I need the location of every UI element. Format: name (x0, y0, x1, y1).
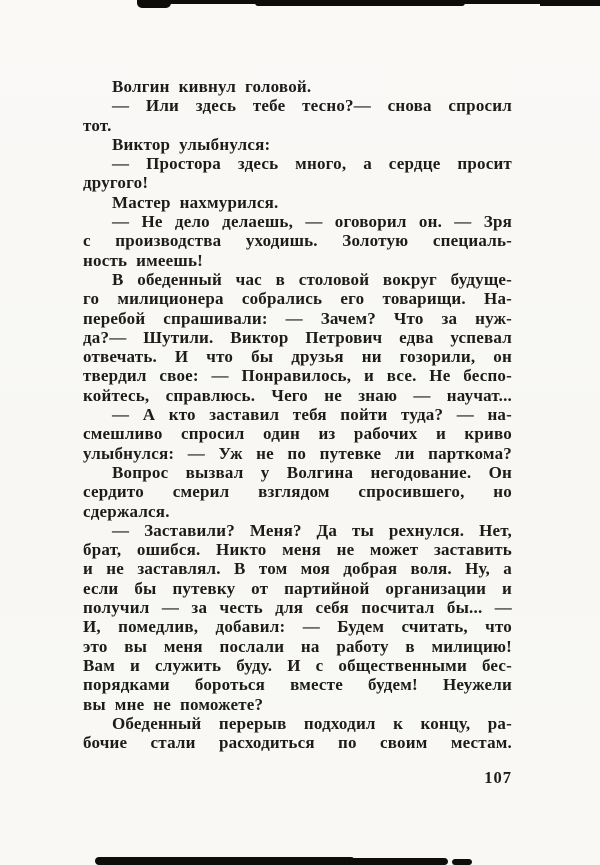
text-line: И, помедлив, добавил: — Будем считать, что (83, 617, 512, 637)
page-text (83, 77, 512, 752)
text-line: порядками бороться вместе будем! Неужели (83, 675, 512, 695)
text-line: другого! (83, 173, 149, 193)
text-line: Мастер нахмурился. (112, 192, 279, 212)
text-line: с производства уходишь. Золотую специаль- (83, 231, 512, 251)
text-line: это вы меня послали на работу в милицию! (83, 636, 512, 656)
scan-artifact-bottom (348, 858, 448, 865)
text-line: если бы путевку от партийной организации и (83, 578, 512, 598)
text-line: вы мне не поможете? (83, 694, 264, 714)
scan-artifact-bottom (95, 857, 355, 865)
text-line: брат, ошибся. Никто меня не может заставить (83, 540, 512, 560)
scan-artifact-top (255, 0, 465, 6)
text-line: Вопрос вызвал у Волгина негодование. Он (112, 462, 512, 482)
text-line: сердито смерил взглядом спросившего, но (83, 482, 512, 502)
text-line: Обеденный перерыв подходил к концу, ра- (112, 713, 512, 733)
text-line: улыбнулся: — Уж не по путевке ли парткома? (83, 443, 512, 463)
scan-artifact-top (137, 0, 171, 8)
text-line: — Простора здесь много, а сердце просит (112, 154, 512, 174)
page-number: 107 (484, 768, 512, 787)
text-line: отвечать. И что бы друзья ни гозорили, он (83, 347, 512, 367)
text-line: — А кто заставил тебя пойти туда? — на- (112, 405, 512, 425)
text-line: и не заставлял. В том моя добрая воля. Ну, а (83, 559, 512, 579)
text-line: бочие стали расходиться по своим местам. (83, 733, 512, 753)
text-line: го милиционера собрались его товарищи. На- (83, 289, 512, 309)
text-line: койтесь, справлюсь. Чего не знаю — научат... (83, 385, 512, 405)
text-line: — Заставили? Меня? Да ты рехнулся. Нет, (112, 520, 512, 540)
text-line: — Не дело делаешь, — оговорил он. — Зря (112, 212, 512, 232)
text-line: перебой спрашивали: — Зачем? Что за нуж- (83, 308, 512, 328)
scan-artifact-top (540, 0, 600, 6)
text-line: Вам и служить буду. И с общественными бес- (83, 655, 512, 675)
text-line: смешливо спросил один из рабочих и криво (83, 424, 512, 444)
text-line: В обеденный час в столовой вокруг будуще- (112, 269, 512, 289)
text-line: Волгин кивнул головой. (112, 77, 312, 96)
text-line: получил — за честь для себя посчитал бы... — (83, 598, 512, 618)
text-line: Виктор улыбнулся: (112, 134, 271, 154)
text-line: сдержался. (83, 501, 170, 521)
text-line: — Или здесь тебе тесно?— снова спросил (112, 96, 512, 116)
text-line: тот. (83, 115, 112, 135)
text-line: да?— Шутили. Виктор Петрович едва успевал (83, 327, 512, 347)
text-line: твердил свое: — Понравилось, и все. Не беспо- (83, 366, 512, 386)
scan-artifact-bottom (452, 859, 472, 865)
text-line: ность имеешь! (83, 250, 203, 270)
